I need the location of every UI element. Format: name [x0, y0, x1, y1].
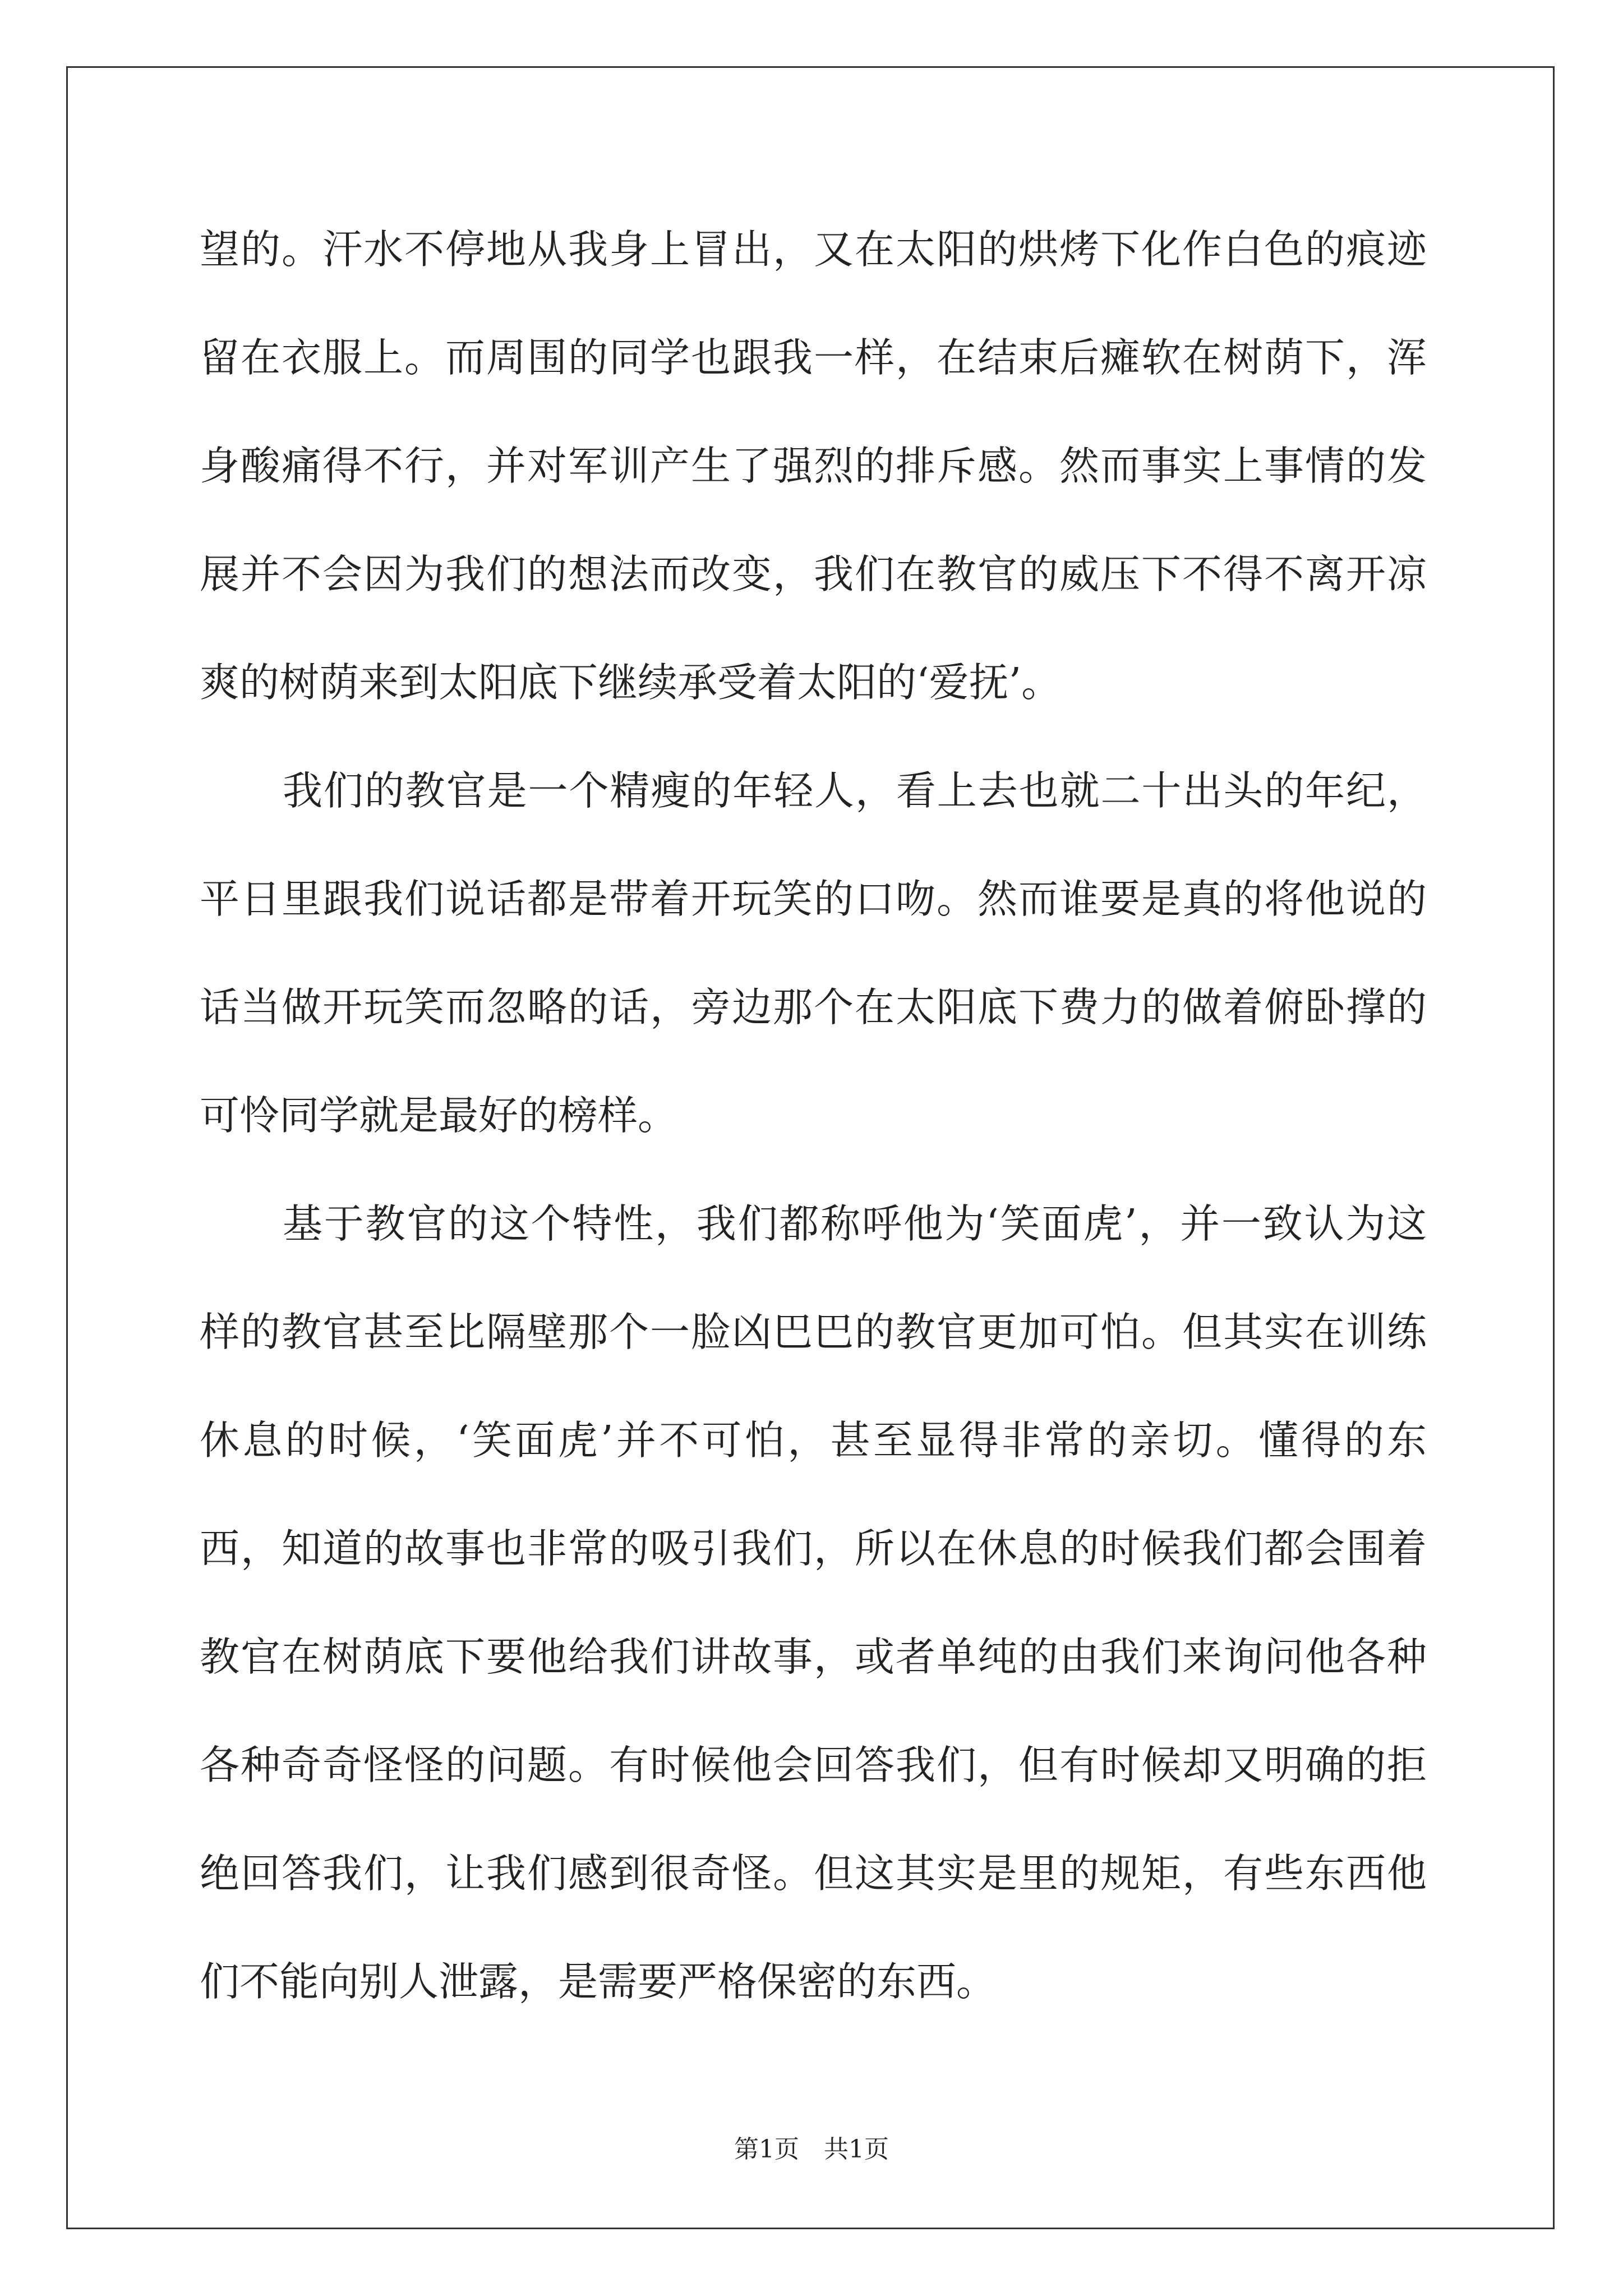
- text-line: 们不能向别人泄露，是需要严格保密的东西。: [200, 1958, 997, 2005]
- text-line: 样的教官甚至比隔壁那个一脸凶巴巴的教官更加可怕。但其实在训练: [200, 1309, 1427, 1355]
- text-line: 展并不会因为我们的想法而改变，我们在教官的威压下不得不离开凉: [200, 551, 1427, 597]
- text-line: 可怜同学就是最好的榜样。: [200, 1092, 678, 1139]
- text-line: 各种奇奇怪怪的问题。有时候他会回答我们，但有时候却又明确的拒: [200, 1742, 1427, 1788]
- paragraph-1: [200, 216, 1427, 757]
- text-line: 西，知道的故事也非常的吸引我们，所以在休息的时候我们都会围着: [200, 1525, 1427, 1572]
- text-line: 留在衣服上。而周围的同学也跟我一样，在结束后瘫软在树荫下，浑: [200, 334, 1427, 381]
- text-line: 平日里跟我们说话都是带着开玩笑的口吻。然而谁要是真的将他说的: [200, 876, 1427, 922]
- paragraph-2: [200, 757, 1427, 1190]
- paragraph-3: [200, 1190, 1427, 2056]
- text-line: 话当做开玩笑而忽略的话，旁边那个在太阳底下费力的做着俯卧撑的: [200, 984, 1427, 1030]
- page-number-footer: 第1页 共1页: [734, 2135, 889, 2164]
- document-body: [200, 216, 1427, 2056]
- text-line: 基于教官的这个特性，我们都称呼他为‘笑面虎’，并一致认为这: [283, 1200, 1427, 1247]
- text-line: 身酸痛得不行，并对军训产生了强烈的排斥感。然而事实上事情的发: [200, 443, 1427, 489]
- text-line: 望的。汗水不停地从我身上冒出，又在太阳的烘烤下化作白色的痕迹: [200, 226, 1427, 273]
- text-line: 教官在树荫底下要他给我们讲故事，或者单纯的由我们来询问他各种: [200, 1634, 1427, 1680]
- text-line: 绝回答我们，让我们感到很奇怪。但这其实是里的规矩，有些东西他: [200, 1850, 1427, 1897]
- text-line: 休息的时候，‘笑面虎’并不可怕，甚至显得非常的亲切。懂得的东: [200, 1417, 1427, 1464]
- text-line: 爽的树荫来到太阳底下继续承受着太阳的‘爱抚’。: [200, 659, 1062, 706]
- text-line: 我们的教官是一个精瘦的年轻人，看上去也就二十出头的年纪，: [283, 767, 1427, 814]
